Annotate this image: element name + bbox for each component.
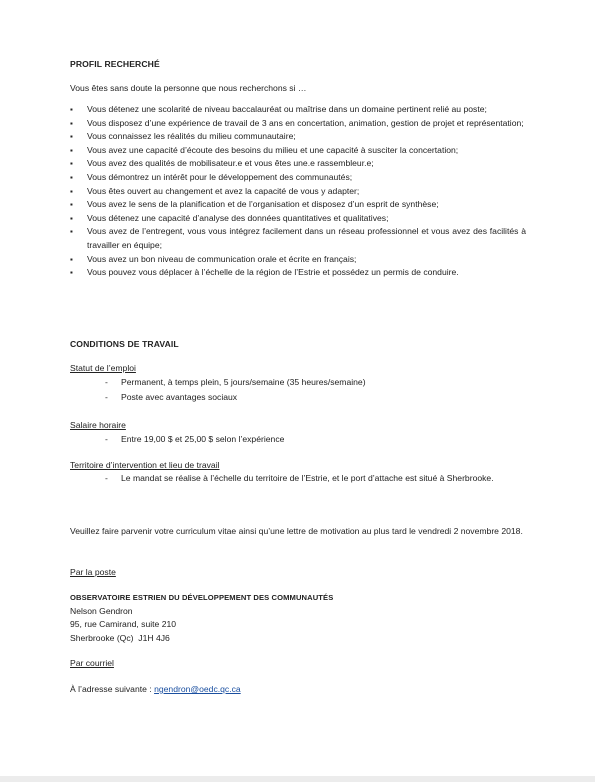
profil-intro: Vous êtes sans doute la personne que nous recherchons si … xyxy=(70,83,307,93)
profil-list xyxy=(70,103,526,280)
list-item: ▪ Vous disposez d’une expérience de travail de 3 ans en concertation, animation, gestion de projet et représentation; xyxy=(70,117,526,131)
territoire-heading: Territoire d’intervention et lieu de travail xyxy=(70,460,220,470)
conditions-title: CONDITIONS DE TRAVAIL xyxy=(70,339,179,349)
list-item: - Poste avec avantages sociaux xyxy=(105,391,526,405)
territoire-list xyxy=(105,472,526,486)
profil-title: PROFIL RECHERCHÉ xyxy=(70,59,160,69)
list-item: ▪ Vous avez une capacité d’écoute des besoins du milieu et une capacité à susciter la concertation; xyxy=(70,144,526,158)
courriel-prefix: À l’adresse suivante : xyxy=(70,684,155,694)
street-address: 95, rue Camirand, suite 210 xyxy=(70,619,177,630)
poste-heading: Par la poste xyxy=(70,567,116,577)
list-item: - Permanent, à temps plein, 5 jours/semaine (35 heures/semaine) xyxy=(105,376,526,390)
email-link[interactable]: ngendron@oedc.qc.ca xyxy=(154,684,241,694)
list-item: - Le mandat se réalise à l’échelle du territoire de l’Estrie, et le port d’attache est situé à Sherbrooke. xyxy=(105,472,526,486)
statut-heading: Statut de l’emploi xyxy=(70,363,136,373)
list-item: ▪ Vous démontrez un intérêt pour le développement des communautés; xyxy=(70,171,526,185)
list-item: ▪ Vous détenez une capacité d’analyse des données quantitatives et qualitatives; xyxy=(70,212,526,226)
list-item: ▪ Vous pouvez vous déplacer à l’échelle de la région de l’Estrie et possédez un permis de conduire. xyxy=(70,266,526,280)
statut-list xyxy=(105,376,526,404)
courriel-line xyxy=(70,683,526,697)
org-name: OBSERVATOIRE ESTRIEN DU DÉVELOPPEMENT DES COMMUNAUTÉS xyxy=(70,593,334,602)
list-item: ▪ Vous détenez une scolarité de niveau baccalauréat ou maîtrise dans un domaine pertinent relié au poste; xyxy=(70,103,526,117)
salaire-list xyxy=(105,433,526,447)
page-bottom-bar xyxy=(0,776,595,782)
city-postal: Sherbrooke (Qc) J1H 4J6 xyxy=(70,632,170,643)
list-item: ▪ Vous avez de l’entregent, vous vous intégrez facilement dans un réseau professionnel et vous avez des facilités à travailler en équipe; xyxy=(70,225,526,252)
list-item: ▪ Vous connaissez les réalités du milieu communautaire; xyxy=(70,130,526,144)
list-item: ▪ Vous êtes ouvert au changement et avez la capacité de vous y adapter; xyxy=(70,185,526,199)
list-item: ▪ Vous avez un bon niveau de communication orale et écrite en français; xyxy=(70,253,526,267)
list-item: - Entre 19,00 $ et 25,00 $ selon l’expérience xyxy=(105,433,526,447)
postal-address xyxy=(70,591,333,645)
contact-name: Nelson Gendron xyxy=(70,605,133,616)
courriel-heading: Par courriel xyxy=(70,658,114,668)
application-text: Veuillez faire parvenir votre curriculum vitae ainsi qu’une lettre de motivation au plus tard le vendredi 2 novembre 2018. xyxy=(70,526,523,536)
list-item: ▪ Vous avez le sens de la planification et de l’organisation et disposez d’un esprit de synthèse; xyxy=(70,198,526,212)
list-item: ▪ Vous avez des qualités de mobilisateur.e et vous êtes une.e rassembleur.e; xyxy=(70,157,526,171)
salaire-heading: Salaire horaire xyxy=(70,420,126,430)
